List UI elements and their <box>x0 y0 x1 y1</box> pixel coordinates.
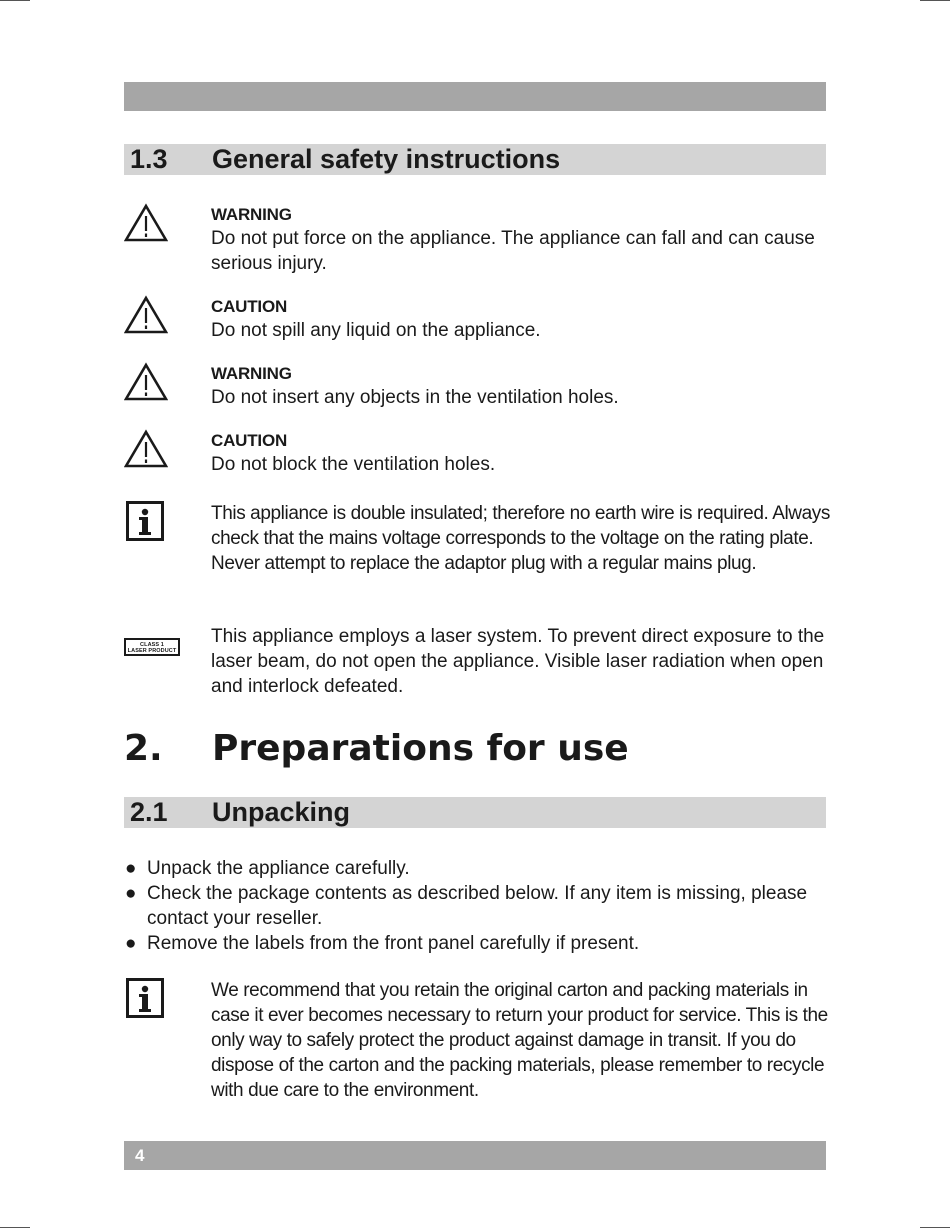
laser-label-line: LASER PRODUCT <box>127 648 177 654</box>
crop-mark <box>0 0 30 1</box>
chapter-title: Preparations for use <box>212 728 629 769</box>
warning-triangle-icon <box>124 203 168 243</box>
crop-mark <box>920 0 950 1</box>
header-bar <box>124 82 826 111</box>
laser-note: This appliance employs a laser system. To prevent direct exposure to the laser beam, do not open the appliance. Visible laser radiation when open and interlock defeated. <box>211 626 825 697</box>
notice-label: WARNING <box>211 364 292 383</box>
section-number: 2.1 <box>130 797 168 827</box>
list-item-text: Unpack the appliance carefully. <box>147 858 410 879</box>
section-number: 1.3 <box>130 144 168 174</box>
unpacking-list <box>124 856 824 956</box>
info-note: We recommend that you retain the original carton and packing materials in case it ever becomes necessary to return your product for service. This is the only way to safely protect the product against damage in transit. If you do dispose of the carton and the packing materials, please remember to recycle with due care to the environment. <box>211 980 828 1101</box>
list-item-text: Remove the labels from the front panel carefully if present. <box>147 933 640 954</box>
bullet-icon: ● <box>125 858 137 879</box>
safety-notice <box>211 363 831 410</box>
list-item <box>124 881 824 931</box>
section-heading-2-1 <box>124 797 826 828</box>
footer-bar <box>124 1141 826 1170</box>
notice-label: WARNING <box>211 205 292 224</box>
warning-triangle-icon <box>124 429 168 469</box>
crop-mark <box>0 1227 30 1228</box>
crop-mark <box>920 1227 950 1228</box>
list-item <box>124 931 824 956</box>
notice-text: Do not spill any liquid on the appliance. <box>211 320 541 341</box>
bullet-icon: ● <box>125 933 137 954</box>
bullet-icon: ● <box>125 883 137 904</box>
safety-notice <box>211 296 831 343</box>
info-note: This appliance is double insulated; therefore no earth wire is required. Always check that the mains voltage corresponds to the voltage on the rating plate. Never attempt to replace the adaptor plug with a regular mains plug. <box>211 503 830 574</box>
laser-product-label <box>124 638 180 656</box>
notice-text: Do not put force on the appliance. The appliance can fall and can cause serious injury. <box>211 228 815 274</box>
notice-text: Do not block the ventilation holes. <box>211 454 496 475</box>
section-title: General safety instructions <box>212 144 561 174</box>
list-item <box>124 856 824 881</box>
safety-notice <box>211 204 831 276</box>
warning-triangle-icon <box>124 295 168 335</box>
notice-label: CAUTION <box>211 431 288 450</box>
page-number: 4 <box>135 1146 145 1165</box>
list-item-text: Check the package contents as described below. If any item is missing, please contact your reseller. <box>147 883 808 929</box>
laser-label-line: CLASS 1 <box>140 642 164 648</box>
notice-label: CAUTION <box>211 297 288 316</box>
warning-triangle-icon <box>124 362 168 402</box>
chapter-number: 2. <box>124 728 163 769</box>
section-heading-1-3 <box>124 144 826 175</box>
info-icon <box>126 501 164 541</box>
section-title: Unpacking <box>212 797 351 827</box>
safety-notice <box>211 430 831 477</box>
notice-text: Do not insert any objects in the ventilation holes. <box>211 387 619 408</box>
info-icon <box>126 978 164 1018</box>
